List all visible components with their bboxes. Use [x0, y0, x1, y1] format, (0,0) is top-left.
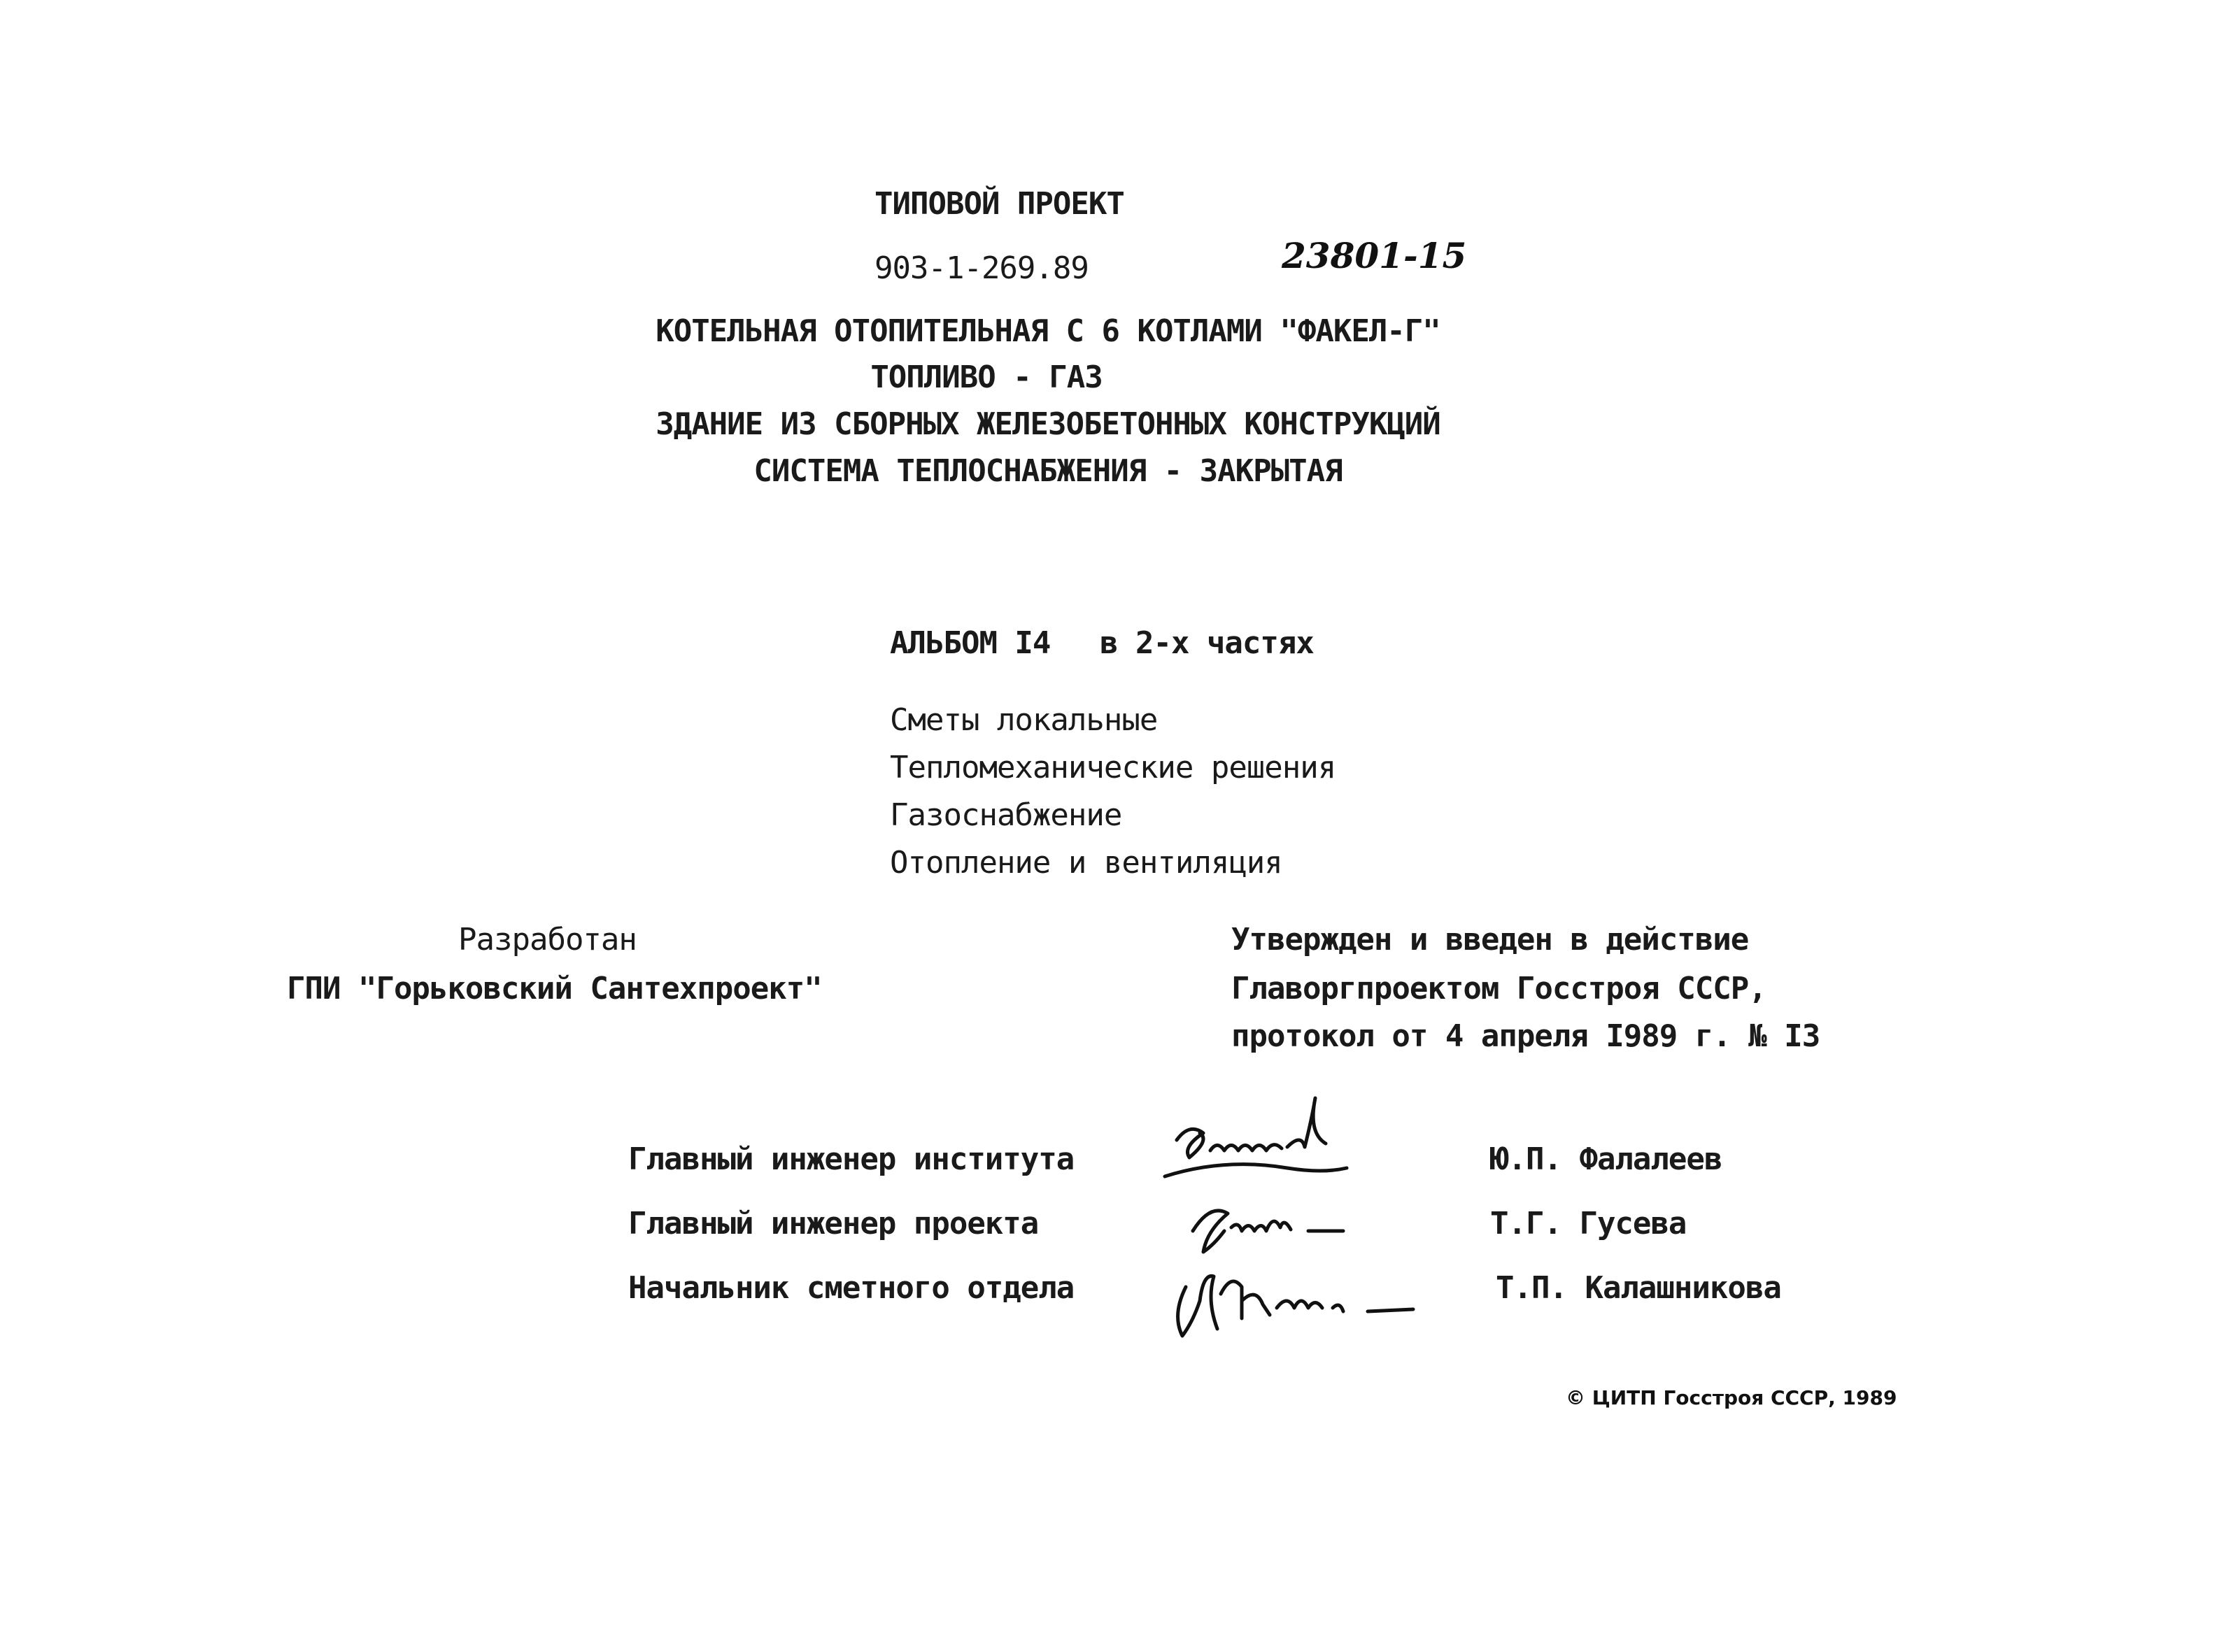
- title-line-4: СИСТЕМА ТЕПЛОСНАБЖЕНИЯ - ЗАКРЫТАЯ: [753, 453, 1343, 489]
- signatory-name: Ю.П. Фалалеев: [1490, 1141, 1722, 1177]
- approved-line-2: Главоргпроектом Госстроя СССР,: [1231, 971, 1766, 1006]
- album-label: АЛЬБОМ I4: [890, 625, 1051, 661]
- signature-3: [1165, 1245, 1431, 1350]
- signatory-position: Главный инженер проекта: [628, 1206, 1039, 1241]
- album-content-item: Газоснабжение: [890, 797, 1122, 833]
- approved-line-3: протокол от 4 апреля I989 г. № I3: [1231, 1018, 1820, 1054]
- approved-line-1: Утвержден и введен в действие: [1231, 922, 1749, 957]
- album-parts: в 2-х частях: [1100, 625, 1314, 661]
- signature-1: [1161, 1091, 1371, 1196]
- title-line-2: ТОПЛИВО - ГАЗ: [870, 359, 1103, 395]
- signatory-position: Начальник сметного отдела: [628, 1270, 1075, 1306]
- title-line-1: КОТЕЛЬНАЯ ОТОПИТЕЛЬНАЯ С 6 КОТЛАМИ "ФАКЕЛ-Г": [656, 313, 1440, 349]
- signatory-name: Т.Г. Гусева: [1490, 1206, 1687, 1241]
- project-number: 903-1-269.89: [874, 250, 1089, 286]
- album-content-item: Тепломеханические решения: [890, 750, 1336, 785]
- album-content-item: Сметы локальные: [890, 702, 1158, 738]
- project-type: ТИПОВОЙ ПРОЕКТ: [874, 186, 1124, 222]
- album-content-item: Отопление и вентиляция: [890, 845, 1282, 881]
- copyright-notice: © ЦИТП Госстроя СССР, 1989: [1566, 1386, 1897, 1409]
- title-line-3: ЗДАНИЕ ИЗ СБОРНЫХ ЖЕЛЕЗОБЕТОННЫХ КОНСТРУКЦИЙ: [656, 406, 1440, 442]
- signatory-position: Главный инженер института: [628, 1141, 1075, 1177]
- handwritten-code: 23801-15: [1282, 235, 1467, 276]
- developed-org: ГПИ "Горьковский Сантехпроект": [287, 971, 822, 1006]
- developed-label: Разработан: [458, 922, 637, 957]
- signatory-name: Т.П. Калашникова: [1496, 1270, 1781, 1306]
